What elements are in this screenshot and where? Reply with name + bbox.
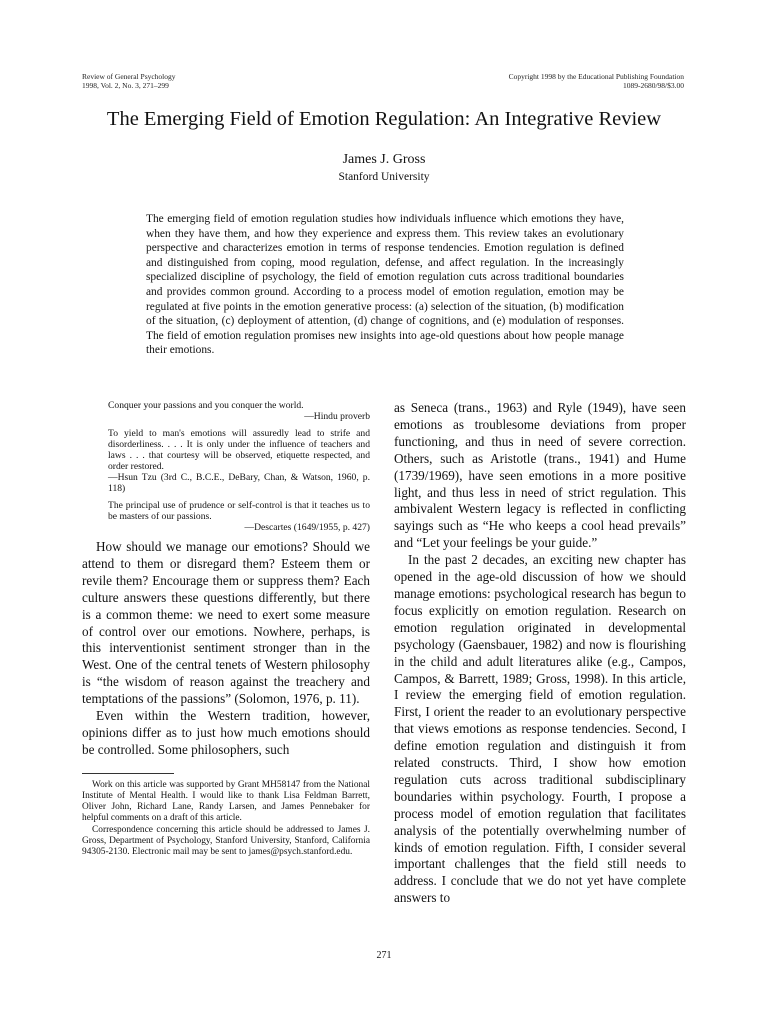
epigraph — [108, 400, 370, 422]
running-header-left — [82, 72, 176, 90]
running-header-right — [509, 72, 684, 90]
epigraph — [108, 428, 370, 494]
volume-info: 1998, Vol. 2, No. 3, 271–299 — [82, 81, 169, 90]
body-text-left — [82, 539, 370, 759]
page-number: 271 — [376, 950, 392, 961]
footnotes — [82, 780, 370, 858]
paragraph: How should we manage our emotions? Should we attend to them or disregard them? Esteem them or revile them? Encourage them or suppress them? Each culture answers these questions differently, but there is a common theme: we need to exert some measure of control over our emotions. Nowhere, perhaps, is this interventionist sentiment stronger than in the West. One of the central tenets of Western philosophy is “the wisdom of reason against the treachery and temptations of the passions” (Solomon, 1976, p. 11). — [82, 539, 370, 707]
epigraph-quote: To yield to man's emotions will assuredly lead to strife and disorderliness. . . . It is only under the influence of teachers and laws . . . that courtesy will be observed, etiquette respected, and order restored. — [108, 428, 370, 472]
epigraph-source: —Hsun Tzu (3rd C., B.C.E., DeBary, Chan, & Watson, 1960, p. 118) — [108, 472, 370, 494]
paragraph: In the past 2 decades, an exciting new chapter has opened in the age-old discussion of how we should manage emotions: psychological research has begun to focus explicitly on emotion regulation. Research on emotion regulation originated in developmental psychology (Gaensbauer, 1982) and now is flourishing in the child and adult literatures alike (e.g., Campos, Campos, & Barrett, 1989; Gross, 1998). In this article, I review the emerging field of emotion regulation. First, I orient the reader to an evolutionary perspective that views emotions as response tendencies. Second, I define emotion regulation and distinguish it from related constructs. Third, I show how emotion regulation cuts across traditional subdisciplinary boundaries within psychology. Fourth, I propose a process model of emotion regulation that facilitates analysis of the potentially overwhelming number of kinds of emotion regulation. Fifth, I consider several important challenges that the field still needs to address. I conclude that we do not yet have complete answers to — [394, 552, 686, 906]
author-name: James J. Gross — [342, 152, 426, 167]
journal-name: Review of General Psychology — [82, 72, 176, 81]
price-code: 1089-2680/98/$3.00 — [622, 81, 684, 90]
left-column — [82, 400, 370, 858]
epigraph-source: —Hindu proverb — [304, 411, 370, 422]
paragraph: as Seneca (trans., 1963) and Ryle (1949), have seen emotions as troublesome deviations from proper functioning, and thus in need of severe correction. Others, such as Aristotle (trans., 1941) and Hume (1739/1969), have seen emotions in a more positive light, and thus less in need of strict regulation. This ambivalent Western legacy is reflected in conflicting sayings such as “He who keeps a cool head prevails” and “Let your feelings be your guide.” — [394, 400, 686, 551]
article-title: The Emerging Field of Emotion Regulation: An Integrative Review — [106, 108, 662, 130]
paragraph: Even within the Western tradition, however, opinions differ as to just how much emotions should be controlled. Some philosophers, such — [82, 708, 370, 757]
epigraph-quote: Conquer your passions and you conquer the world. — [108, 400, 304, 411]
right-column — [394, 400, 686, 907]
epigraph-source: —Descartes (1649/1955, p. 427) — [244, 522, 370, 533]
copyright-notice: Copyright 1998 by the Educational Publishing Foundation — [508, 72, 684, 81]
footnote-correspondence: Correspondence concerning this article should be addressed to James J. Gross, Department of Psychology, Stanford University, Stanford, California 94305-2130. Electronic mail may be sent to james@psych.stanford.edu. — [82, 824, 370, 857]
body-text-right — [394, 400, 686, 907]
author-affiliation: Stanford University — [338, 171, 430, 183]
footnote-funding: Work on this article was supported by Grant MH58147 from the National Institute of Mental Health. I would like to thank Lisa Feldman Barrett, Oliver John, Richard Lane, Randy Larsen, and James Pennebaker for helpful comments on a draft of this article. — [82, 779, 370, 824]
epigraph-quote: The principal use of prudence or self-control is that it teaches us to be masters of our passions. — [108, 500, 370, 522]
abstract: The emerging field of emotion regulation studies how individuals influence which emotions they have, when they have them, and how they experience and express them. This review takes an evolutionary perspective and characterizes emotion in terms of response tendencies. Emotion regulation is defined and distinguished from coping, mood regulation, defense, and affect regulation. In the increasingly specialized discipline of psychology, the field of emotion regulation cuts across traditional boundaries and provides common ground. According to a process model of emotion regulation, emotion may be regulated at five points in the emotion generative process: (a) selection of the situation, (b) modification of the situation, (c) deployment of attention, (d) change of cognitions, and (e) modulation of responses. The field of emotion regulation promises new insights into age-old questions about how people manage their emotions. — [146, 213, 624, 357]
footnote-divider — [82, 773, 174, 774]
epigraph — [108, 500, 370, 533]
